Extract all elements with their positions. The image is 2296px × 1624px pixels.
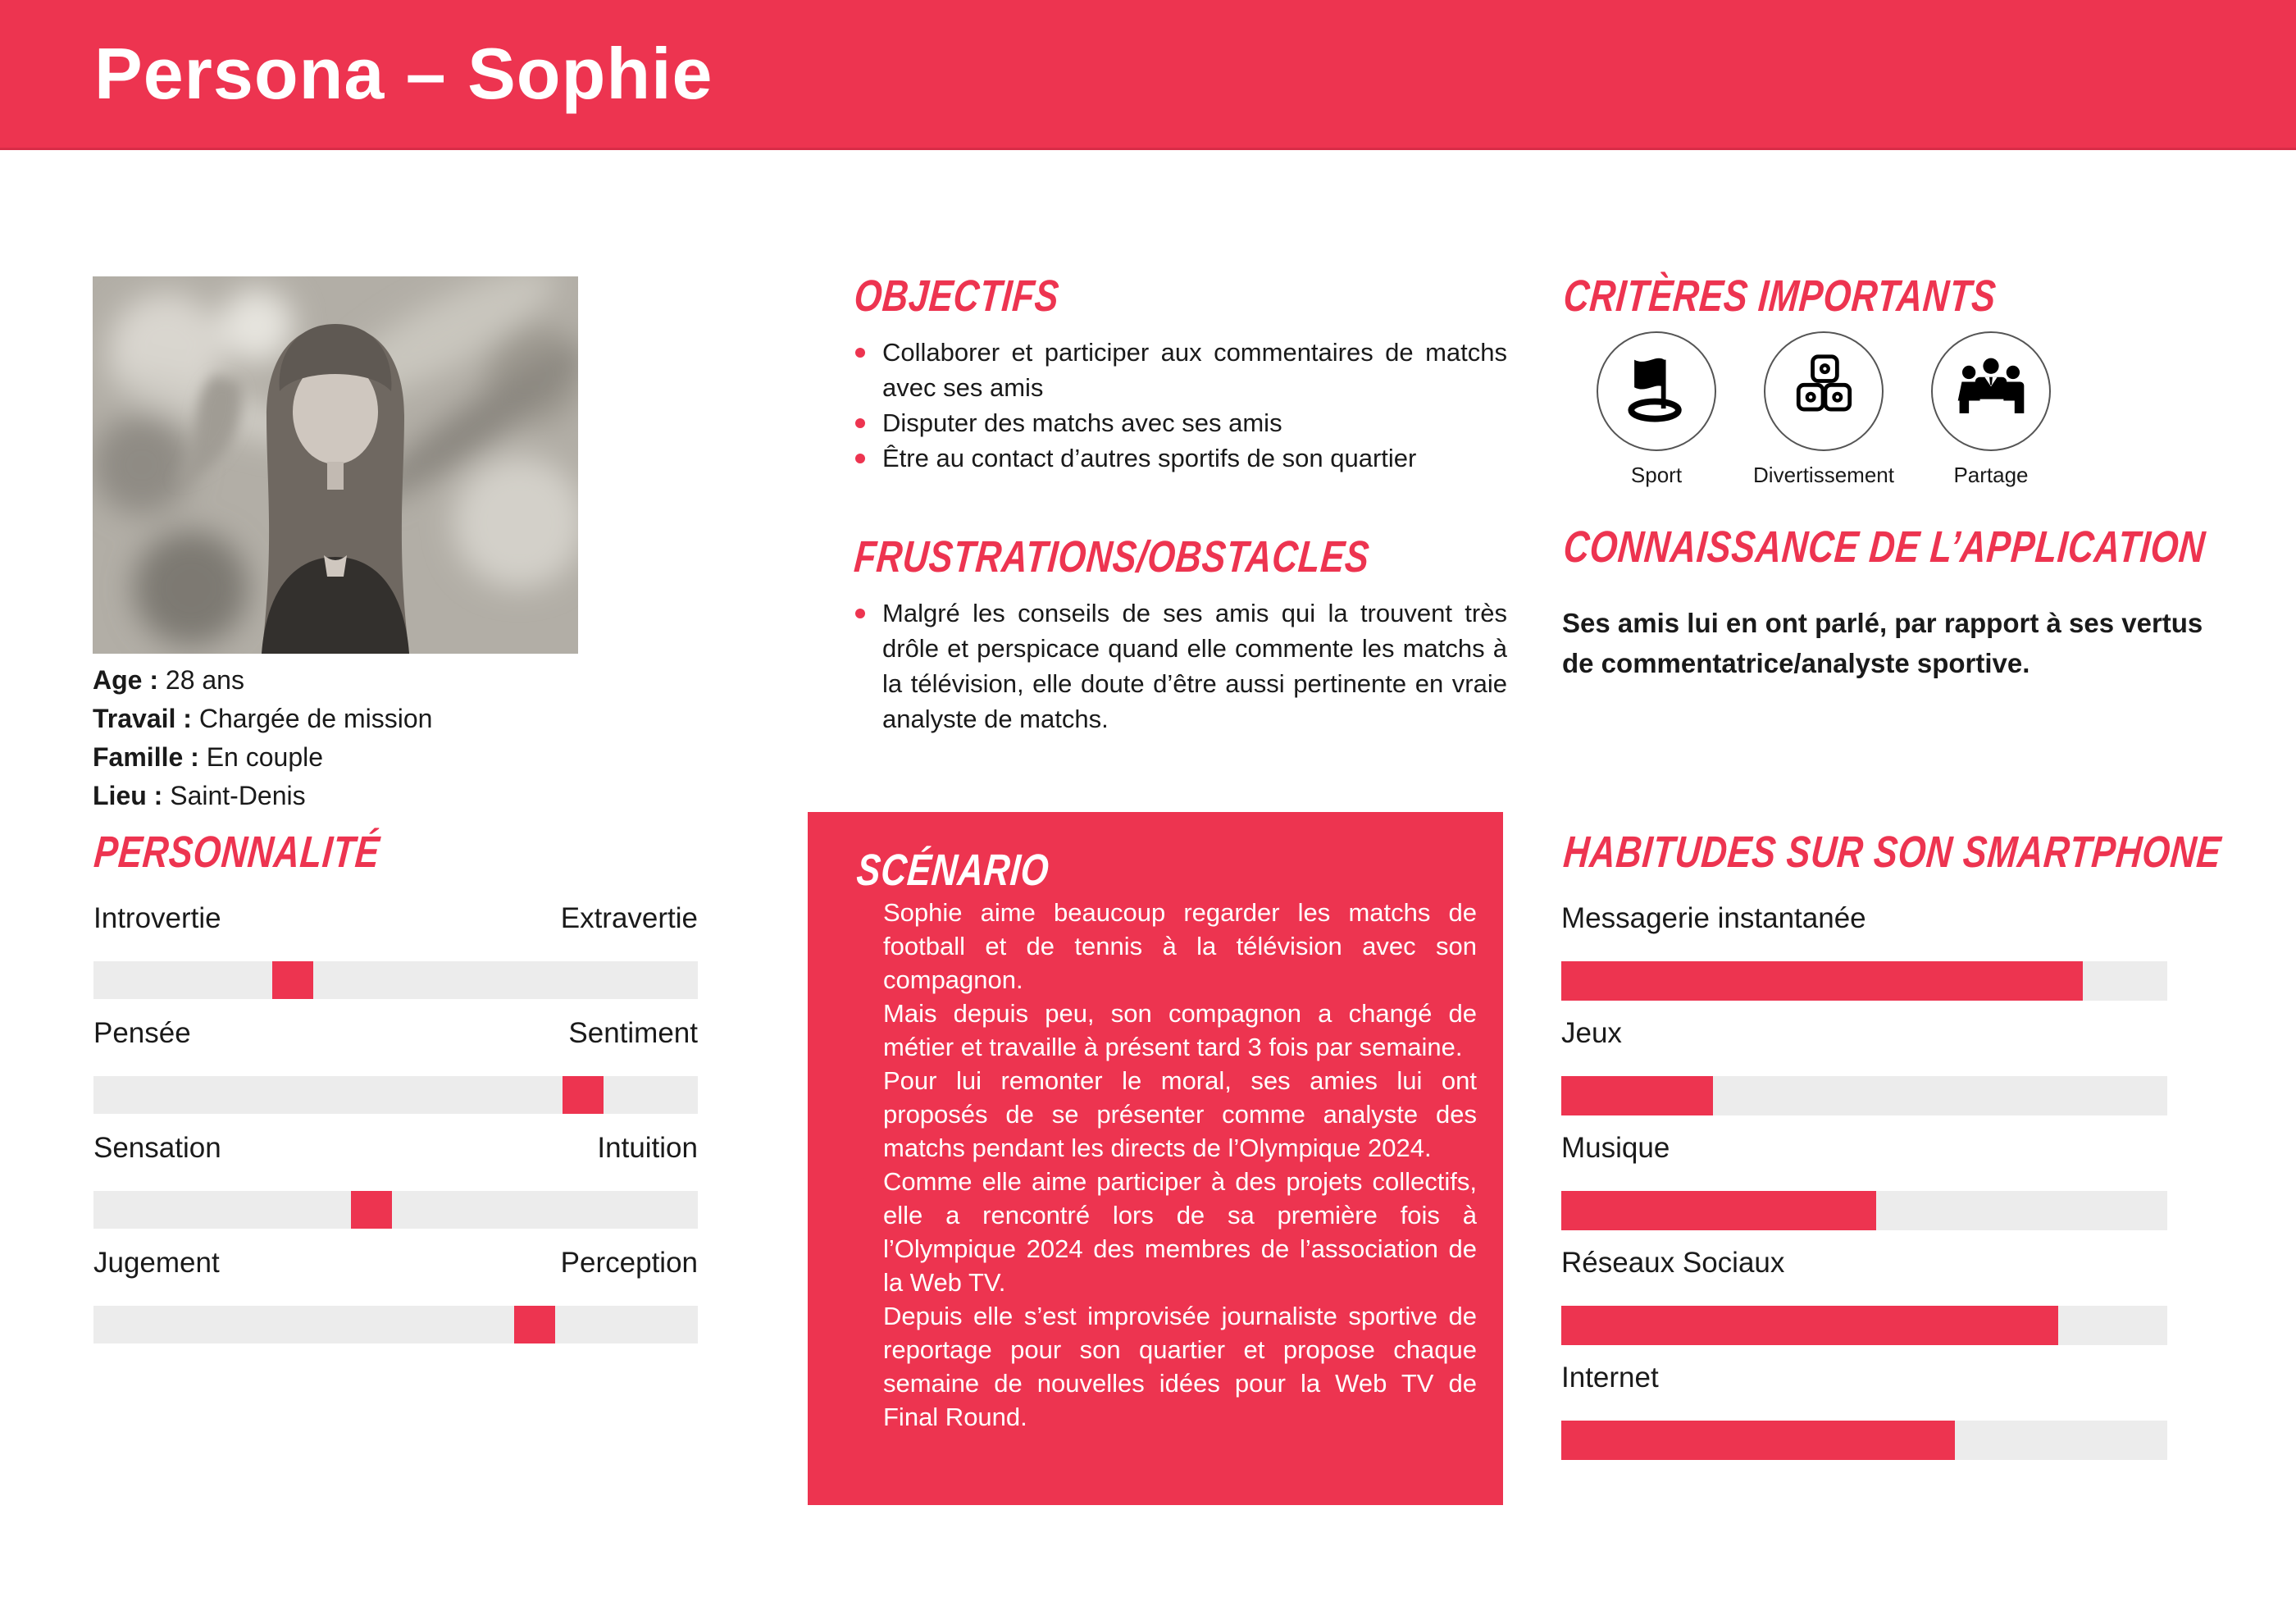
bar-track [1561,1191,2167,1230]
slider-marker [563,1076,604,1114]
slider-track [93,961,698,999]
bar-track [1561,961,2167,1001]
demo-row-travail [93,700,432,738]
slider-sensation-intuition [93,1132,698,1229]
bar-fill [1561,1306,2058,1345]
bar-track [1561,1076,2167,1115]
bar-label: Réseaux Sociaux [1561,1247,1785,1279]
demo-value: 28 ans [165,665,244,695]
objectifs-heading: OBJECTIFS [852,271,1062,321]
golf-flag-icon [1597,331,1716,451]
slider-right-label: Sentiment [568,1017,698,1049]
habit-reseaux-sociaux [1561,1247,2167,1345]
personnalite-heading: PERSONNALITÉ [92,828,382,877]
banner [0,0,2296,150]
scenario-item: Pour lui remonter le moral, ses amies lui ont proposés de se présenter comme analyste des matchs pendant les directs de l’Olympique 2024. [854,1064,1477,1165]
frustrations-heading: FRUSTRATIONS/OBSTACLES [852,532,1372,582]
bar-fill [1561,1421,1955,1460]
slider-pensee-sentiment [93,1017,698,1114]
critere-label: Partage [1953,463,2029,487]
demo-row-famille [93,738,432,777]
objectif-item: Être au contact d’autres sportifs de son quartier [853,440,1507,476]
habitudes-heading: HABITUDES SUR SON SMARTPHONE [1561,828,2224,877]
slider-left-label: Introvertie [93,902,221,934]
demo-label: Famille : [93,742,199,772]
dice-icon [1764,331,1884,451]
slider-left-label: Jugement [93,1247,220,1279]
habit-jeux [1561,1017,2167,1115]
slider-left-label: Pensée [93,1017,191,1049]
scenario-item: Comme elle aime participer à des projets collectifs, elle a rencontré lors de sa première fois à l’Olympique 2024 des membres de l’association de la Web TV. [854,1165,1477,1299]
criteres-heading: CRITÈRES IMPORTANTS [1561,271,1998,321]
scenario-list [854,896,1477,1434]
scenario-box [808,812,1503,1505]
slider-right-label: Perception [560,1247,698,1279]
profile-photo [93,276,578,654]
critere-partage [1913,331,2069,488]
habit-bars [1561,902,2167,1476]
bar-fill [1561,961,2083,1001]
bar-track [1561,1421,2167,1460]
demo-label: Age : [93,665,158,695]
critere-divertissement [1746,331,1902,488]
demo-value: Chargée de mission [198,704,433,733]
demo-row-age [93,661,432,700]
demo-value: En couple [206,742,324,772]
slider-right-label: Intuition [597,1132,698,1164]
bar-label: Musique [1561,1132,1670,1164]
scenario-item: Depuis elle s’est improvisée journaliste sportive de reportage pour son quartier et propose chaque semaine de nouvelles idées pour la Web TV de Final Round. [854,1299,1477,1434]
bar-track [1561,1306,2167,1345]
demo-label: Lieu : [93,781,163,810]
personality-sliders [93,902,698,1362]
bar-fill [1561,1076,1713,1115]
scenario-heading: SCÉNARIO [854,846,1051,895]
bar-label: Jeux [1561,1017,1622,1049]
critere-label: Sport [1630,463,1683,487]
frustrations-list [853,595,1507,737]
slider-marker [514,1306,555,1343]
connaissance-heading: CONNAISSANCE DE L’APPLICATION [1561,522,2207,572]
slider-track [93,1076,698,1114]
critere-label: Divertissement [1753,463,1894,487]
habit-messagerie [1561,902,2167,1001]
woman-silhouette [262,324,409,654]
slider-left-label: Sensation [93,1132,221,1164]
slider-marker [272,961,313,999]
slider-right-label: Extravertie [560,902,698,934]
people-group-icon [1931,331,2051,451]
criteres-icons [1578,331,2069,488]
portrait-illustration [93,276,578,654]
bar-fill [1561,1191,1876,1230]
scenario-item: Sophie aime beaucoup regarder les matchs de football et de tennis à la télévision avec son compagnon. [854,896,1477,997]
objectif-item: Collaborer et participer aux commentaires de matchs avec ses amis [853,335,1507,405]
slider-jugement-perception [93,1247,698,1343]
slider-marker [351,1191,392,1229]
objectif-item: Disputer des matchs avec ses amis [853,405,1507,440]
demo-label: Travail : [93,704,192,733]
slider-track [93,1191,698,1229]
demographics [93,661,432,815]
scenario-item: Mais depuis peu, son compagnon a changé de métier et travaille à présent tard 3 fois par semaine. [854,997,1477,1064]
frustration-item: Malgré les conseils de ses amis qui la trouvent très drôle et perspicace quand elle commente les matchs à la télévision, elle doute d’être aussi pertinente en vraie analyste de matchs. [853,595,1507,737]
demo-value: Saint-Denis [170,781,306,810]
habit-musique [1561,1132,2167,1230]
demo-row-lieu [93,777,432,815]
bar-label: Messagerie instantanée [1561,902,1866,934]
slider-introvertie-extravertie [93,902,698,999]
objectifs-list [853,335,1507,476]
slider-track [93,1306,698,1343]
connaissance-text: Ses amis lui en ont parlé, par rapport à ses vertus de commentatrice/analyste sportive. [1562,608,2203,678]
page-title: Persona – Sophie [94,33,713,114]
bar-label: Internet [1561,1362,1659,1394]
critere-sport [1578,331,1734,488]
habit-internet [1561,1362,2167,1460]
